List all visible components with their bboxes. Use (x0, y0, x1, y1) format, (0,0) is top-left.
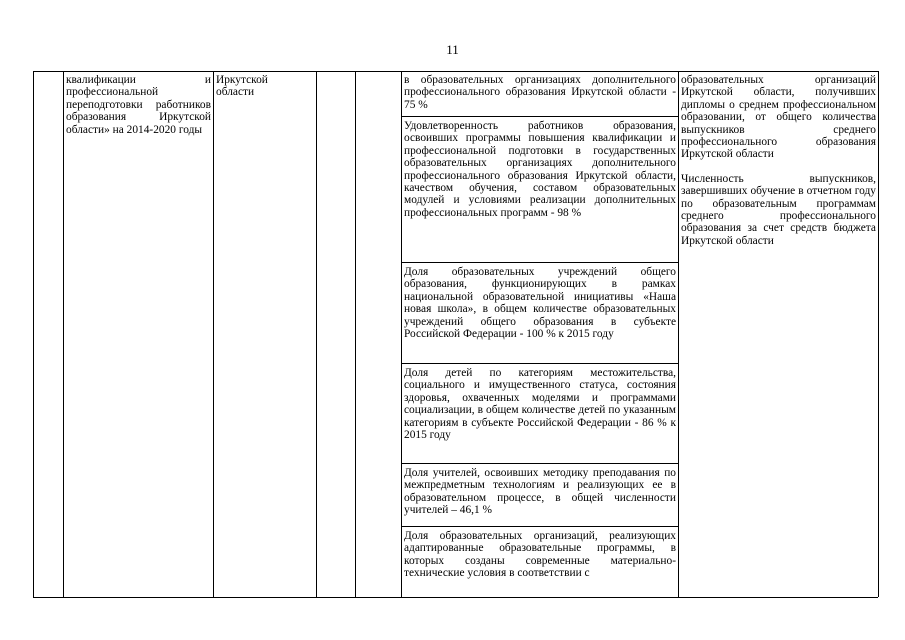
result-text: образовательных организаций Иркутской области, получивших дипломы о среднем профессиональном образовании, от общего количества выпускников среднего профессионального образования Иркутской области (681, 74, 876, 161)
program-table (33, 71, 878, 597)
indicator-cell: в образовательных организациях дополнительного профессионального образования Иркутской области - 75 % (404, 74, 676, 111)
program-name-cell: квалификации и профессиональной переподготовки работников образования Иркутской области» на 2014-2020 годы (66, 74, 211, 136)
result-text: Численность выпускников, завершивших обучение в отчетном году по образовательным программам среднего профессионального образования за счет средств бюджета Иркутской области (681, 172, 876, 247)
result-spacer (681, 161, 876, 173)
indicator-cell: Удовлетворенность работников образования, освоивших программы повышения квалификации и профессиональной подготовки в государственных образовательных организациях дополнительного профессионального образования Иркутской области, качеством обучения, составом образовательных модулей и условиями реализации дополнительных профессиональных программ - 98 % (404, 120, 676, 219)
indicator-cell: Доля учителей, освоивших методику преподавания по межпредметным технологиям и реализующих ее в образовательном процессе, в общей численности учителей – 46,1 % (404, 467, 676, 517)
indicator-cell: Доля образовательных учреждений общего образования, функционирующих в рамках национальной образовательной инициативы «Наша новая школа», в общем количестве образовательных учреждений общего образования в субъекте Российской Федерации - 100 % к 2015 году (404, 266, 676, 341)
indicator-cell: Доля детей по категориям местожительства, социального и имущественного статуса, состояния здоровья, охваченных моделями и программами социализации, в общем количестве детей по указанным категориям в субъекте Российской Федерации - 86 % к 2015 году (404, 367, 676, 442)
region-cell: Иркутской области (216, 74, 268, 99)
result-cell (681, 74, 876, 247)
indicator-cell: Доля образовательных организаций, реализующих адаптированные образовательные программы, в которых созданы современные материально-технические условия в соответствии с (404, 530, 676, 580)
page-number: 11 (446, 42, 459, 57)
